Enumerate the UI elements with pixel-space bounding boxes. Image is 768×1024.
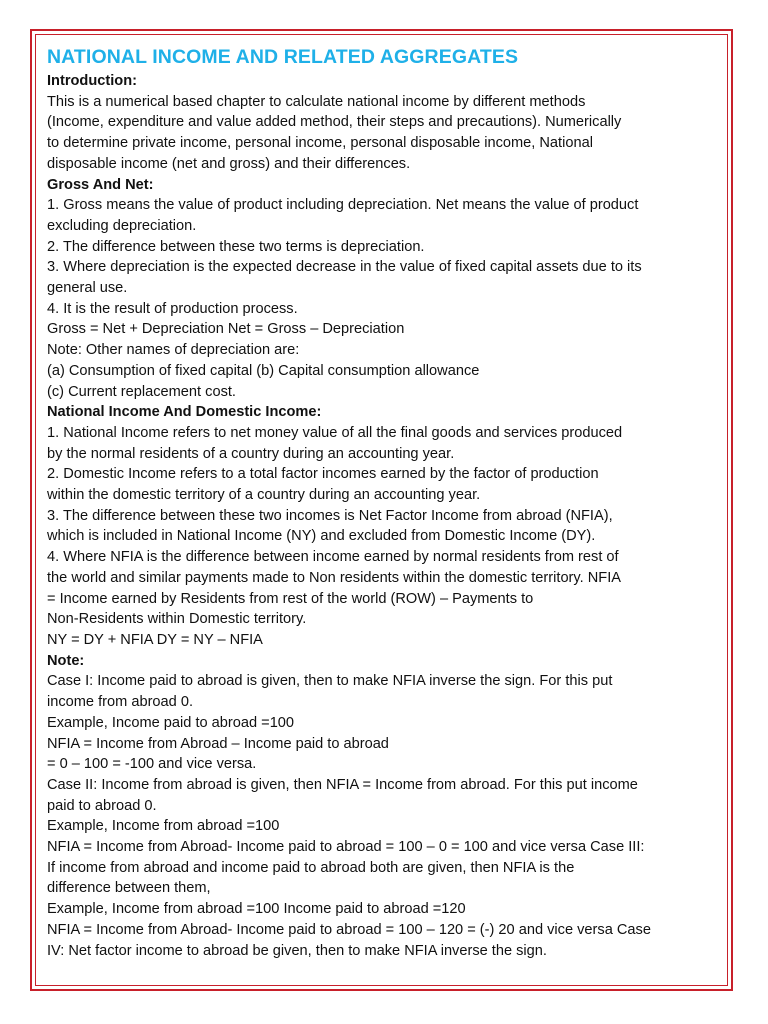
text-line: 1. National Income refers to net money value of all the final goods and services produced: [47, 424, 623, 441]
text-line: the world and similar payments made to Non residents within the domestic territory. NFIA: [47, 569, 621, 586]
text-line: excluding depreciation.: [47, 217, 197, 234]
text-line: paid to abroad 0.: [47, 797, 157, 814]
section-heading: Note:: [47, 652, 85, 669]
text-line: NFIA = Income from Abroad- Income paid to abroad = 100 – 0 = 100 and vice versa Case III:: [47, 839, 645, 856]
text-line: IV: Net factor income to abroad be given, then to make NFIA inverse the sign.: [47, 942, 547, 959]
text-line: 3. Where depreciation is the expected decrease in the value of fixed capital assets due to its: [47, 259, 642, 276]
text-line: by the normal residents of a country during an accounting year.: [47, 445, 455, 462]
text-line: Case I: Income paid to abroad is given, then to make NFIA inverse the sign. For this put: [47, 673, 613, 690]
text-line: NFIA = Income from Abroad- Income paid to abroad = 100 – 120 = (-) 20 and vice versa Case: [47, 921, 651, 938]
text-line: income from abroad 0.: [47, 694, 194, 711]
text-line: general use.: [47, 280, 128, 297]
text-line: Gross = Net + Depreciation Net = Gross – Depreciation: [47, 321, 405, 338]
text-line: 1. Gross means the value of product including depreciation. Net means the value of product: [47, 197, 639, 214]
text-line: which is included in National Income (NY) and excluded from Domestic Income (DY).: [47, 528, 596, 545]
text-line: within the domestic territory of a country during an accounting year.: [47, 487, 481, 504]
document-text: [47, 71, 727, 961]
text-line: Note: Other names of depreciation are:: [47, 342, 300, 359]
section-heading: Introduction:: [47, 73, 137, 89]
text-line: Case II: Income from abroad is given, then NFIA = Income from abroad. For this put income: [47, 776, 638, 793]
text-line: Example, Income from abroad =100 Income paid to abroad =120: [47, 901, 466, 918]
text-line: (Income, expenditure and value added method, their steps and precautions). Numerically: [47, 114, 622, 131]
document-body: [47, 44, 727, 961]
text-line: disposable income (net and gross) and their differences.: [47, 155, 411, 172]
document-title: NATIONAL INCOME AND RELATED AGGREGATES: [47, 46, 519, 68]
text-line: Example, Income paid to abroad =100: [47, 714, 295, 731]
text-line: 4. Where NFIA is the difference between income earned by normal residents from rest of: [47, 549, 619, 566]
text-line: (a) Consumption of fixed capital (b) Capital consumption allowance: [47, 362, 480, 379]
text-line: This is a numerical based chapter to calculate national income by different methods: [47, 93, 586, 110]
text-line: 2. The difference between these two terms is depreciation.: [47, 238, 425, 255]
text-line: = 0 – 100 = -100 and vice versa.: [47, 756, 257, 773]
section-heading: Gross And Net:: [47, 176, 154, 193]
text-line: NY = DY + NFIA DY = NY – NFIA: [47, 631, 263, 648]
text-line: to determine private income, personal income, personal disposable income, National: [47, 135, 593, 152]
text-line: Non-Residents within Domestic territory.: [47, 611, 307, 628]
text-line: (c) Current replacement cost.: [47, 383, 236, 400]
text-line: 4. It is the result of production process.: [47, 300, 298, 317]
text-line: = Income earned by Residents from rest of the world (ROW) – Payments to: [47, 590, 534, 607]
text-line: difference between them,: [47, 880, 211, 897]
text-line: Example, Income from abroad =100: [47, 818, 280, 835]
text-line: If income from abroad and income paid to abroad both are given, then NFIA is the: [47, 859, 575, 876]
text-line: 3. The difference between these two incomes is Net Factor Income from abroad (NFIA),: [47, 507, 613, 524]
text-line: NFIA = Income from Abroad – Income paid to abroad: [47, 735, 389, 752]
text-line: 2. Domestic Income refers to a total factor incomes earned by the factor of production: [47, 466, 599, 483]
section-heading: National Income And Domestic Income:: [47, 404, 322, 421]
